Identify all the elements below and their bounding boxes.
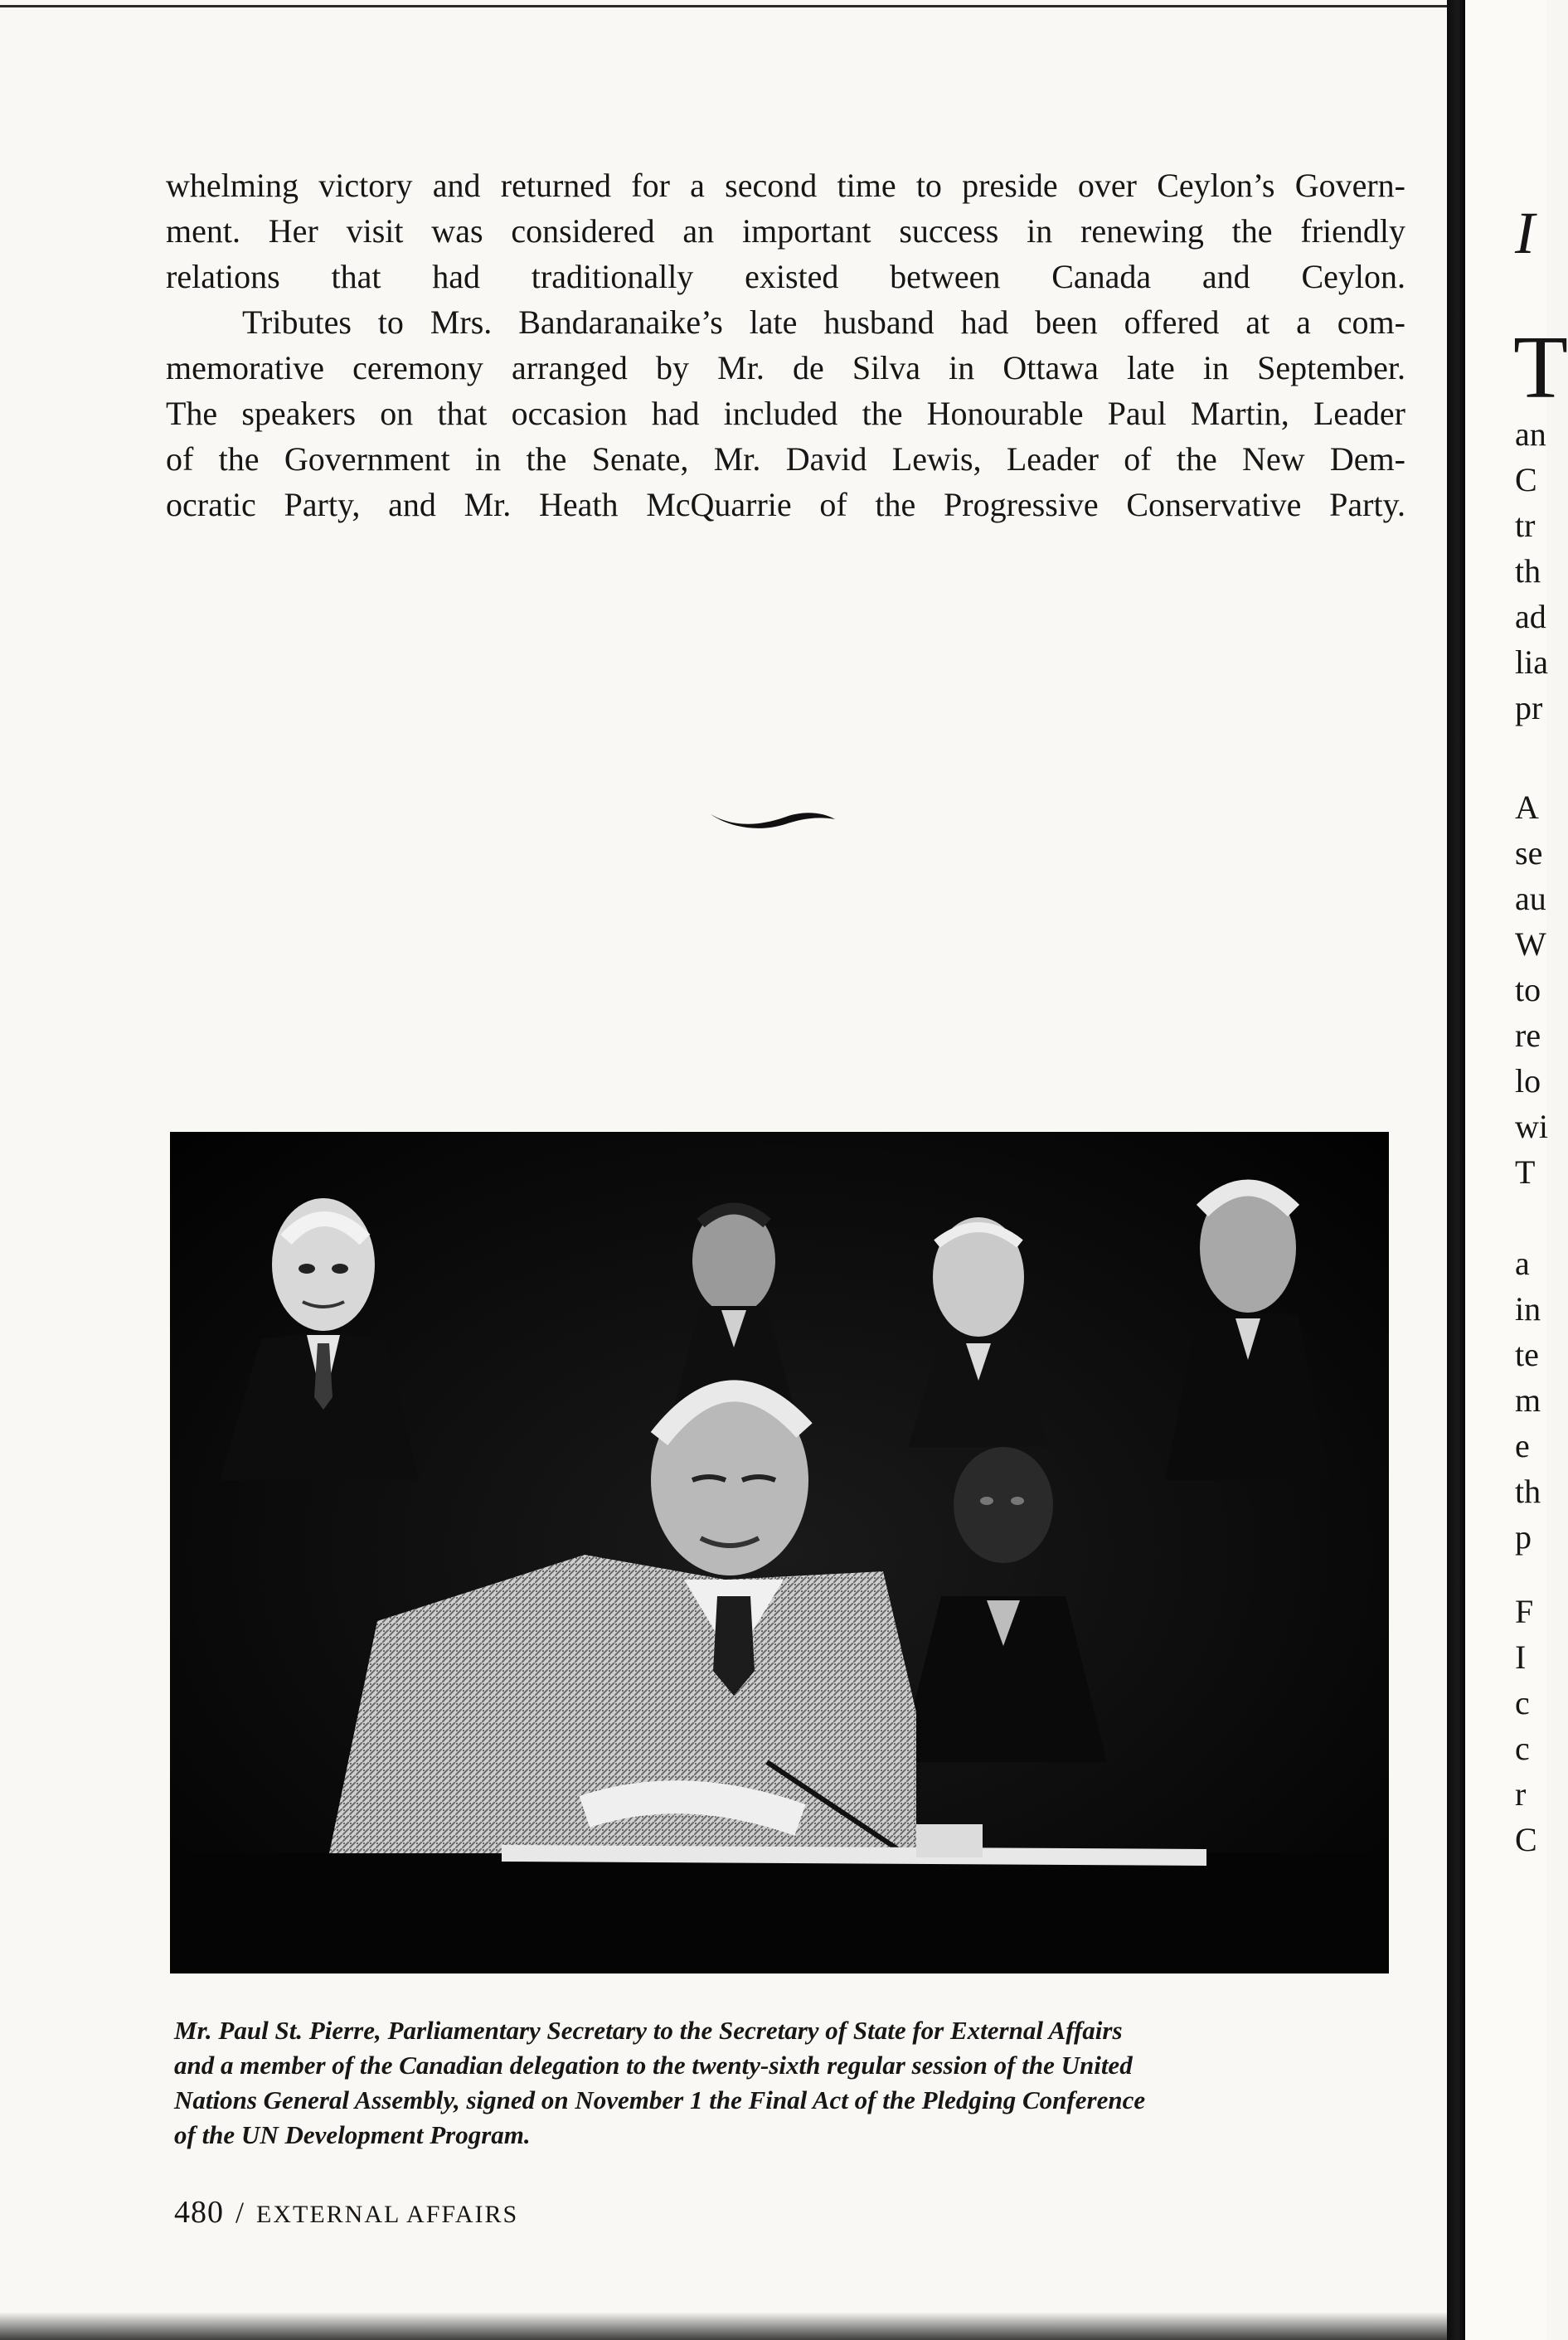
text-line: The speakers on that occasion had included the Honourable Paul Martin, Leader xyxy=(166,395,1405,432)
text-line: of the Government in the Senate, Mr. David Lewis, Leader of the New Dem- xyxy=(166,440,1405,478)
right-page-line-fragment: an xyxy=(1515,415,1546,453)
publication-name: EXTERNAL AFFAIRS xyxy=(256,2201,519,2228)
right-page-drop-cap: T xyxy=(1513,318,1568,417)
caption-line: and a member of the Canadian delegation to the twenty-sixth regular session of the United xyxy=(174,2051,1133,2080)
right-page-line-fragment: T xyxy=(1515,1153,1536,1191)
bottom-shadow xyxy=(0,2312,1447,2340)
right-page xyxy=(1465,0,1568,2340)
right-page-line-fragment: p xyxy=(1515,1518,1532,1556)
paragraph xyxy=(166,163,1405,299)
paragraph xyxy=(166,299,1405,527)
page-footer xyxy=(174,2194,518,2231)
right-page-line-fragment: ad xyxy=(1515,598,1546,635)
right-page-line-fragment: C xyxy=(1515,1821,1537,1858)
text-line: whelming victory and returned for a second time to preside over Ceylon’s Govern- xyxy=(166,167,1405,204)
right-page-heading-fragment: I xyxy=(1515,200,1535,266)
right-page-line-fragment: au xyxy=(1515,880,1546,917)
caption-line: of the UN Development Program. xyxy=(174,2120,531,2149)
caption-line: Mr. Paul St. Pierre, Parliamentary Secretary to the Secretary of State for External Affairs xyxy=(174,2016,1123,2045)
right-page-line-fragment: c xyxy=(1515,1684,1530,1721)
text-line: ment. Her visit was considered an important success in renewing the friendly xyxy=(166,212,1405,250)
right-page-line-fragment: W xyxy=(1515,925,1546,963)
right-page-line-fragment: r xyxy=(1515,1775,1527,1813)
right-page-line-fragment: pr xyxy=(1515,689,1543,726)
right-page-line-fragment: se xyxy=(1515,834,1543,871)
ornament-swash xyxy=(709,794,842,836)
right-page-line-fragment: A xyxy=(1515,789,1539,826)
right-page-line-fragment: te xyxy=(1515,1336,1539,1373)
top-rule xyxy=(0,5,1447,7)
right-page-line-fragment: lo xyxy=(1515,1062,1541,1100)
right-page-line-fragment: m xyxy=(1515,1381,1541,1419)
right-page-line-fragment: to xyxy=(1515,971,1541,1008)
page-gutter xyxy=(1447,0,1465,2340)
desk xyxy=(170,1853,1389,1973)
page-number: 480 xyxy=(174,2195,224,2230)
right-page-line-fragment: th xyxy=(1515,552,1541,590)
right-page-line-fragment: re xyxy=(1515,1017,1541,1054)
right-page-line-fragment: C xyxy=(1515,461,1537,498)
caption-line: Nations General Assembly, signed on November 1 the Final Act of the Pledging Conference xyxy=(174,2085,1146,2114)
right-page-line-fragment: I xyxy=(1515,1638,1527,1676)
text-line: memorative ceremony arranged by Mr. de Silva in Ottawa late in September. xyxy=(166,349,1405,386)
right-page-line-fragment: tr xyxy=(1515,507,1536,544)
right-page-line-fragment: e xyxy=(1515,1427,1530,1464)
right-page-line-fragment: F xyxy=(1515,1593,1534,1630)
right-page-line-fragment: a xyxy=(1515,1245,1530,1282)
body-text xyxy=(166,163,1405,527)
text-line: relations that had traditionally existed between Canada and Ceylon. xyxy=(166,258,1405,295)
photograph-signing-ceremony xyxy=(170,1132,1389,1973)
folio-separator: / xyxy=(235,2196,245,2229)
right-page-line-fragment: c xyxy=(1515,1730,1530,1767)
text-line: ocratic Party, and Mr. Heath McQuarrie of the Progressive Conservative Party. xyxy=(166,486,1405,523)
desk-nameplate xyxy=(916,1824,983,1857)
right-page-line-fragment: wi xyxy=(1515,1108,1548,1145)
right-page-line-fragment: in xyxy=(1515,1290,1541,1328)
photo-caption xyxy=(174,2013,1393,2153)
text-line: Tributes to Mrs. Bandaranaike’s late husband had been offered at a com- xyxy=(242,303,1405,341)
right-page-line-fragment: lia xyxy=(1515,643,1548,681)
right-page-line-fragment: th xyxy=(1515,1473,1541,1510)
